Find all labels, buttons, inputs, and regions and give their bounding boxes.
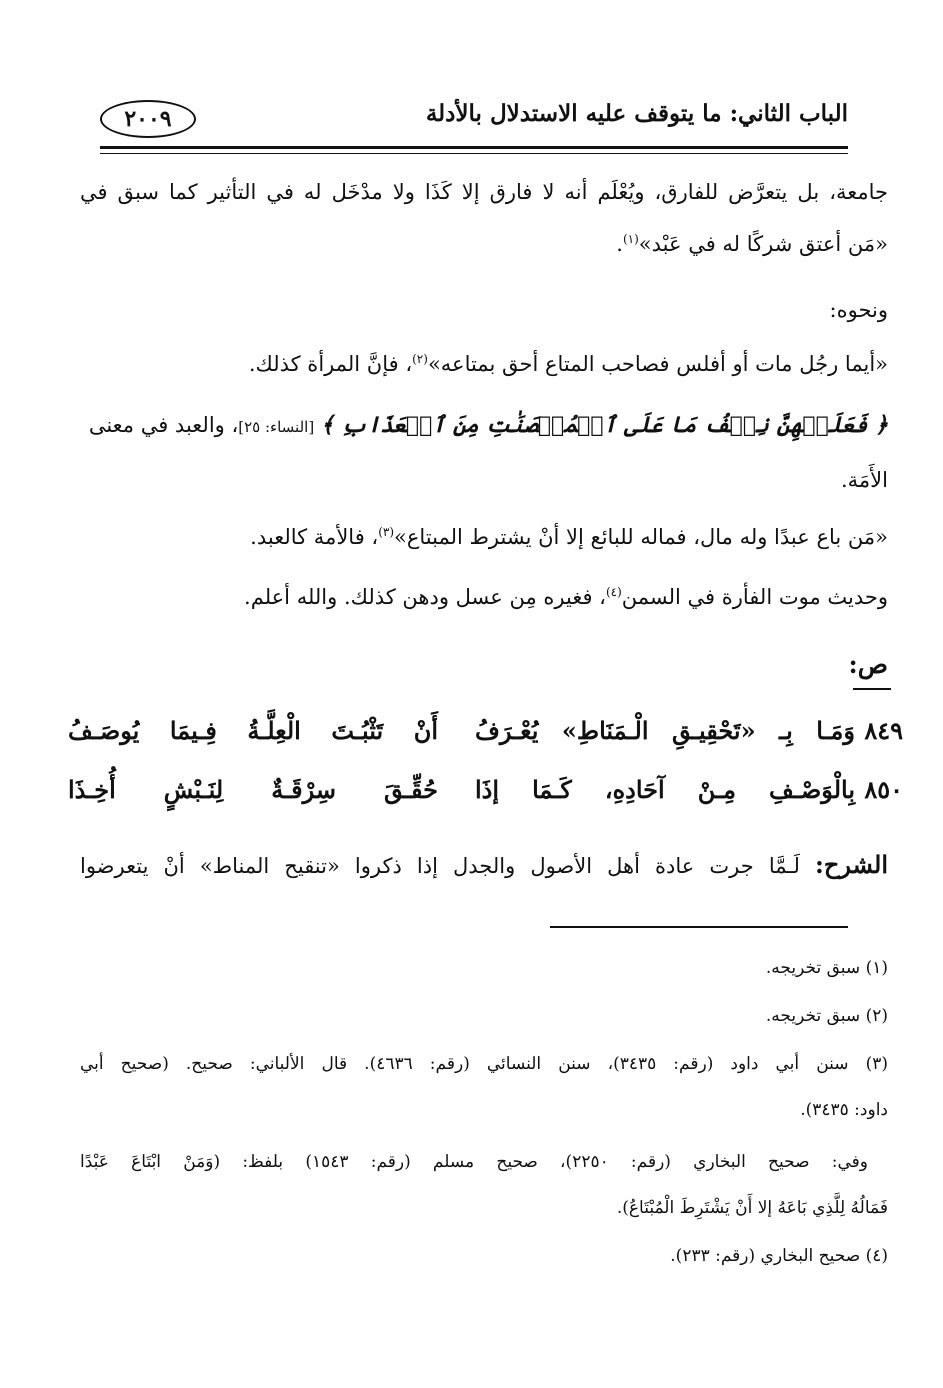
line-end: ، فالأمة كالعبد. bbox=[250, 525, 379, 549]
verse-hemistich-second: أَنْ تَثْبُـتَ الْعِلَّـةُ فِـيمَا يُوصَـفُ bbox=[68, 716, 438, 745]
footnote-3-line-1: (٣) سنن أبي داود (رقم: ٣٤٣٥)، سنن النسائي (رقم: ٤٦٣٦). قال الألباني: صحيح. (صحيح أبي bbox=[80, 1054, 888, 1074]
verse-reference: [النساء: ٢٥] bbox=[238, 418, 315, 436]
text-segment: وحديث موت الفأرة في السمن bbox=[621, 585, 888, 609]
footnote-marker-2[interactable]: (٢) bbox=[412, 352, 428, 366]
quran-verse: ﴿ فَعَلَيۡهِنَّ نِصۡفُ مَا عَلَى ٱلۡمُحۡصَنَٰتِ مِنَ ٱلۡعَذَابِ ﴾ bbox=[320, 412, 888, 438]
poem-verse-849 bbox=[68, 716, 903, 756]
commentary-label: الشرح: bbox=[815, 850, 888, 879]
footnote-3-line-2: داود: ٣٤٣٥). bbox=[800, 1100, 888, 1120]
body-line-5 bbox=[89, 412, 888, 438]
verse-hemistich-first: وَمَـا بِـ «تَحْقِيـقِ الْـمَنَاطِ» يُعْـرَفُ bbox=[475, 716, 855, 745]
body-line-6: الأَمَة. bbox=[841, 468, 888, 492]
verse-number: ٨٥٠ bbox=[864, 775, 903, 804]
hadith-quote: «أيما رجُل مات أو أفلس فصاحب المتاع أحق بمتاعه» bbox=[427, 352, 888, 376]
commentary-text: لَـمَّا جرت عادة أهل الأصول والجدل إذا ذكروا «تنقيح المناط» أنْ يتعرضوا bbox=[80, 854, 816, 878]
hadith-quote: «مَن باع عبدًا وله مال، فماله للبائع إلا أنْ يشترط المبتاع» bbox=[394, 525, 888, 549]
page-header bbox=[100, 98, 848, 144]
body-line-8 bbox=[244, 585, 888, 609]
line-end: . bbox=[616, 232, 623, 256]
verse-hemistich-first: بِالْوَصْـفِ مِـنْ آحَادِهِ، كَـمَا إذَا bbox=[475, 775, 855, 804]
footnote-2: (٢) سبق تخريجه. bbox=[765, 1006, 888, 1026]
header-rule-thin bbox=[100, 153, 848, 154]
page-number: ٢٠٠٩ bbox=[100, 100, 196, 138]
body-line-2 bbox=[616, 232, 888, 256]
commentary-line bbox=[80, 850, 888, 879]
verse-number: ٨٤٩ bbox=[864, 716, 903, 745]
footnote-marker-4[interactable]: (٤) bbox=[605, 585, 622, 599]
header-rule-thick bbox=[100, 146, 848, 149]
line-end: ، والعبد في معنى bbox=[88, 413, 239, 437]
body-line-1: جامعة، بل يتعرَّض للفارق، ويُعْلَم أنه لا فارق إلا كَذَا ولا مدْخَل له في التأثير كما سبق في bbox=[80, 180, 888, 204]
section-label-text: ص: bbox=[848, 650, 888, 679]
footnote-marker-3[interactable]: (٣) bbox=[378, 525, 395, 539]
footnote-4: (٤) صحيح البخاري (رقم: ٢٣٣). bbox=[670, 1246, 888, 1266]
section-label-underline bbox=[853, 688, 891, 690]
footnote-1: (١) سبق تخريجه. bbox=[765, 958, 888, 978]
body-line-4 bbox=[249, 352, 888, 376]
verse-hemistich-second: حُقِّـقَ سِرْقَـةٌ لِنَـبْشٍ أُخِـذَا bbox=[68, 775, 438, 804]
chapter-title: الباب الثاني: ما يتوقف عليه الاستدلال بالأدلة bbox=[425, 100, 848, 127]
body-line-7 bbox=[250, 525, 888, 549]
poem-verse-850 bbox=[68, 775, 903, 815]
footnote-separator bbox=[550, 926, 848, 928]
line-end: ، فغيره مِن عسل ودهن كذلك. والله أعلم. bbox=[244, 585, 606, 609]
body-line-3: ونحوه: bbox=[829, 298, 888, 322]
footnote-3-line-4: فَمَالُهُ لِلَّذِي بَاعَهُ إلا أَنْ يَشْتَرِطَ الْمُبْتَاعُ). bbox=[616, 1198, 888, 1218]
line-end: ، فإنَّ المرأة كذلك. bbox=[248, 352, 413, 376]
footnote-3-line-3: وفي: صحيح البخاري (رقم: ٢٢٥٠)، صحيح مسلم (رقم: ١٥٤٣) بلفظ: (وَمَنْ ابْتَاعَ عَبْدًا bbox=[80, 1152, 868, 1172]
hadith-quote: «مَن أعتق شركًا له في عَبْد» bbox=[638, 232, 888, 256]
footnote-marker-1[interactable]: (١) bbox=[622, 232, 639, 246]
